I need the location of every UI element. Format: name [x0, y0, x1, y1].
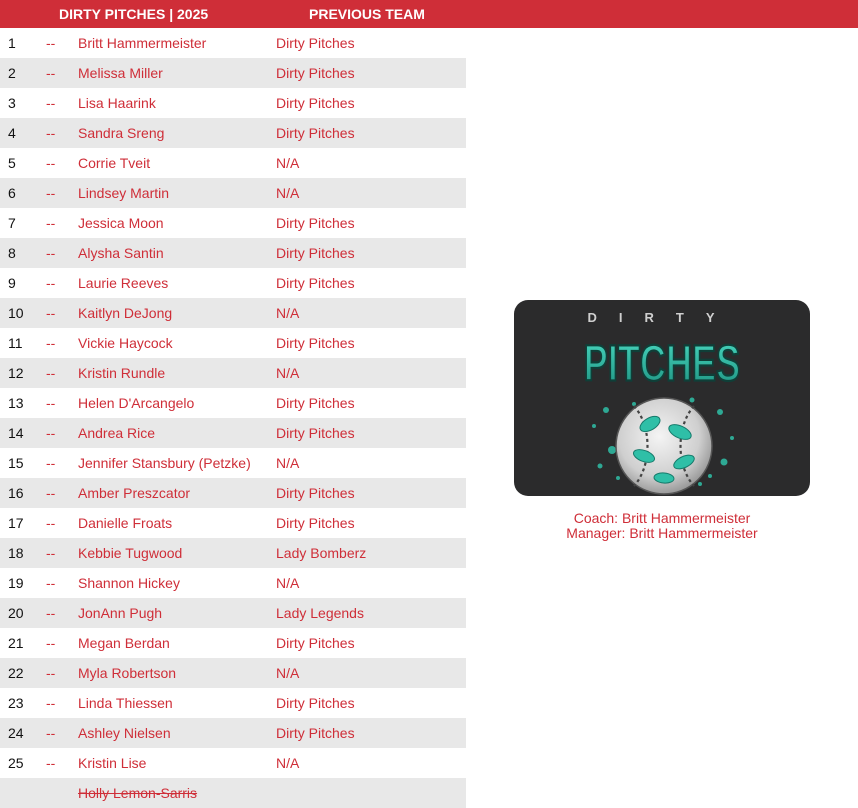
player-name: Britt Hammermeister: [78, 35, 207, 51]
separator-dash: --: [46, 695, 56, 711]
separator-dash: --: [46, 335, 56, 351]
roster-table: [0, 28, 466, 808]
separator-dash: --: [46, 635, 56, 651]
previous-team-header: PREVIOUS TEAM: [309, 6, 425, 22]
team-logo: [514, 300, 810, 496]
previous-team: Dirty Pitches: [276, 635, 355, 651]
previous-team: Dirty Pitches: [276, 395, 355, 411]
table-row: [0, 778, 466, 808]
player-number: 12: [8, 365, 24, 381]
player-name: Jennifer Stansbury (Petzke): [78, 455, 251, 471]
player-name: Corrie Tveit: [78, 155, 151, 171]
table-row: [0, 358, 466, 388]
table-row: [0, 388, 466, 418]
separator-dash: --: [46, 755, 56, 771]
player-name: Megan Berdan: [78, 635, 170, 651]
previous-team: Dirty Pitches: [276, 485, 355, 501]
player-number: 8: [8, 245, 16, 261]
table-row: [0, 298, 466, 328]
separator-dash: --: [46, 425, 56, 441]
previous-team: N/A: [276, 665, 300, 681]
player-name: Linda Thiessen: [78, 695, 173, 711]
logo-top-word: DIRTY: [587, 310, 737, 325]
player-name: Sandra Sreng: [78, 125, 165, 141]
table-row: [0, 448, 466, 478]
player-name: Kebbie Tugwood: [78, 545, 183, 561]
player-name: Andrea Rice: [78, 425, 156, 441]
staff-info: [514, 511, 810, 541]
previous-team: Dirty Pitches: [276, 35, 355, 51]
separator-dash: --: [46, 365, 56, 381]
player-number: 11: [8, 335, 23, 351]
player-number: 6: [8, 185, 16, 201]
table-row: [0, 628, 466, 658]
separator-dash: --: [46, 215, 56, 231]
previous-team: N/A: [276, 755, 300, 771]
table-row: [0, 418, 466, 448]
player-number: 20: [8, 605, 24, 621]
previous-team: Dirty Pitches: [276, 725, 355, 741]
player-name: Alysha Santin: [78, 245, 164, 261]
player-name: Melissa Miller: [78, 65, 163, 81]
player-name: Danielle Froats: [78, 515, 173, 531]
player-number: 4: [8, 125, 16, 141]
previous-team: N/A: [276, 365, 300, 381]
separator-dash: --: [46, 725, 56, 741]
separator-dash: --: [46, 275, 56, 291]
separator-dash: --: [46, 185, 56, 201]
logo-main-word: PITCHES: [583, 335, 741, 393]
player-name: Lindsey Martin: [78, 185, 170, 201]
previous-team: Lady Bomberz: [276, 545, 367, 561]
player-number: 16: [8, 485, 24, 501]
player-number: 10: [8, 305, 24, 321]
table-row: [0, 238, 466, 268]
table-row: [0, 478, 466, 508]
separator-dash: --: [46, 455, 56, 471]
previous-team: Dirty Pitches: [276, 125, 355, 141]
separator-dash: --: [46, 545, 56, 561]
previous-team: Dirty Pitches: [276, 275, 355, 291]
table-row: [0, 598, 466, 628]
coach-line: Coach: Britt Hammermeister: [573, 510, 751, 526]
table-row: [0, 148, 466, 178]
player-number: 13: [8, 395, 24, 411]
separator-dash: --: [46, 305, 56, 321]
table-row: [0, 88, 466, 118]
player-number: 1: [8, 35, 16, 51]
player-name: Ashley Nielsen: [78, 725, 171, 741]
previous-team: N/A: [276, 305, 300, 321]
player-number: 3: [8, 95, 16, 111]
separator-dash: --: [46, 605, 56, 621]
player-number: 19: [8, 575, 24, 591]
separator-dash: --: [46, 65, 56, 81]
separator-dash: --: [46, 395, 56, 411]
previous-team: Dirty Pitches: [276, 335, 355, 351]
previous-team: Dirty Pitches: [276, 245, 355, 261]
table-row: [0, 508, 466, 538]
separator-dash: --: [46, 515, 56, 531]
separator-dash: --: [46, 575, 56, 591]
separator-dash: --: [46, 485, 56, 501]
player-name: Kristin Rundle: [78, 365, 166, 381]
player-name: Jessica Moon: [78, 215, 164, 231]
player-number: 14: [8, 425, 24, 441]
previous-team: N/A: [276, 455, 300, 471]
player-name: Laurie Reeves: [78, 275, 169, 291]
previous-team: Lady Legends: [276, 605, 364, 621]
baseball-logo-icon: [514, 300, 810, 496]
player-number: 25: [8, 755, 24, 771]
previous-team: N/A: [276, 575, 300, 591]
player-number: 15: [8, 455, 24, 471]
player-name: JonAnn Pugh: [78, 605, 163, 621]
table-row: [0, 178, 466, 208]
previous-team: Dirty Pitches: [276, 215, 355, 231]
player-number: 23: [8, 695, 24, 711]
manager-line: Manager: Britt Hammermeister: [566, 525, 758, 541]
player-name: Lisa Haarink: [78, 95, 156, 111]
player-number: 5: [8, 155, 16, 171]
table-row: [0, 58, 466, 88]
previous-team: N/A: [276, 185, 300, 201]
previous-team: N/A: [276, 155, 300, 171]
player-number: 2: [8, 65, 16, 81]
player-number: 24: [8, 725, 24, 741]
previous-team: Dirty Pitches: [276, 425, 355, 441]
table-row: [0, 748, 466, 778]
table-row: [0, 568, 466, 598]
table-row: [0, 688, 466, 718]
player-number: 18: [8, 545, 24, 561]
player-name: Kaitlyn DeJong: [78, 305, 173, 321]
table-row: [0, 538, 466, 568]
separator-dash: --: [46, 665, 56, 681]
table-row: [0, 268, 466, 298]
table-row: [0, 718, 466, 748]
roster-header: [0, 0, 858, 28]
separator-dash: --: [46, 35, 56, 51]
player-name: Shannon Hickey: [78, 575, 180, 591]
previous-team: Dirty Pitches: [276, 95, 355, 111]
player-number: 7: [8, 215, 16, 231]
player-number: 17: [8, 515, 24, 531]
table-row: [0, 28, 466, 58]
table-row: [0, 118, 466, 148]
player-number: 22: [8, 665, 24, 681]
team-title: DIRTY PITCHES | 2025: [59, 6, 209, 22]
table-row: [0, 658, 466, 688]
player-number: 9: [8, 275, 16, 291]
player-number: 21: [8, 635, 24, 651]
separator-dash: --: [46, 155, 56, 171]
table-row: [0, 328, 466, 358]
player-name: Amber Preszcator: [78, 485, 191, 501]
previous-team: Dirty Pitches: [276, 65, 355, 81]
separator-dash: --: [46, 95, 56, 111]
player-name: Helen D'Arcangelo: [78, 395, 195, 411]
separator-dash: --: [46, 245, 56, 261]
separator-dash: --: [46, 125, 56, 141]
player-name: Holly Lemon-Sarris: [78, 785, 198, 801]
player-name: Myla Robertson: [78, 665, 177, 681]
player-name: Kristin Lise: [78, 755, 147, 771]
previous-team: Dirty Pitches: [276, 515, 355, 531]
player-name: Vickie Haycock: [78, 335, 173, 351]
table-row: [0, 208, 466, 238]
previous-team: Dirty Pitches: [276, 695, 355, 711]
